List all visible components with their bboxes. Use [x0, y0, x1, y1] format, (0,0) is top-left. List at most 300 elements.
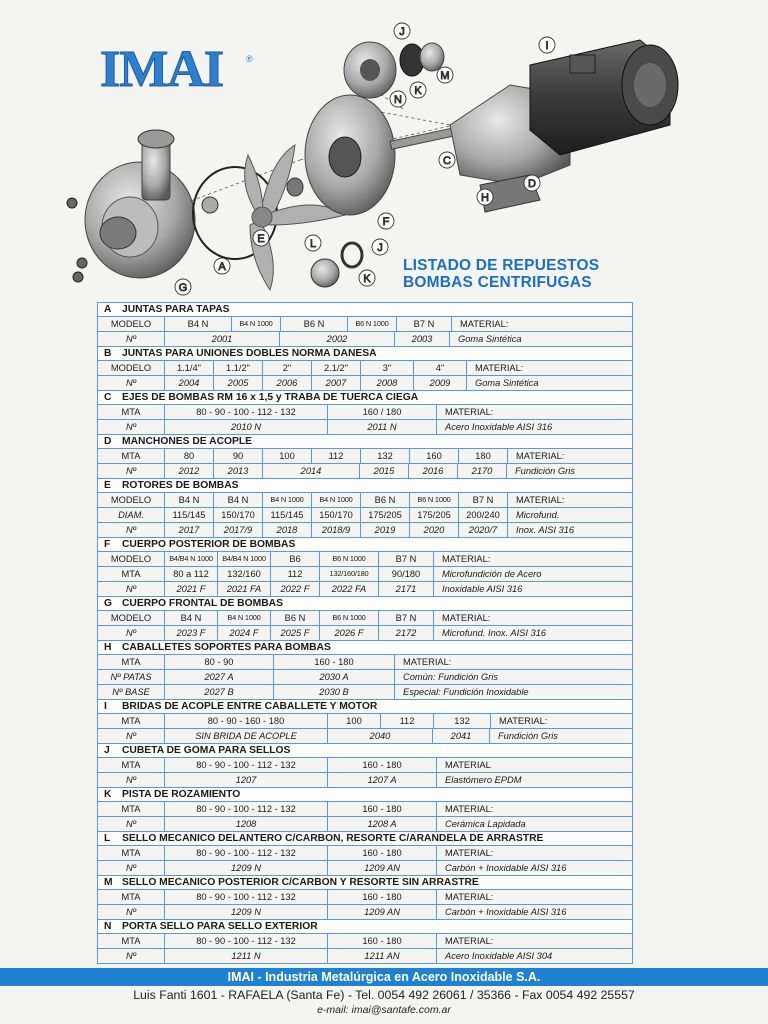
table-cell: 2172 — [379, 626, 434, 640]
section-title: PORTA SELLO PARA SELLO EXTERIOR — [122, 921, 318, 932]
section-header — [98, 744, 632, 758]
section-header — [98, 641, 632, 655]
callout-n — [390, 91, 406, 107]
section-letter: B — [104, 348, 112, 359]
table-cell: Microfundición de Acero — [442, 569, 542, 579]
section-title: MANCHONES DE ACOPLE — [122, 436, 253, 447]
table-cell: 90 — [214, 449, 263, 463]
table-cell: B4/B4 N 1000 — [165, 552, 218, 566]
table-cell: 115/145 — [263, 508, 312, 522]
table-row — [98, 582, 632, 596]
table-cell: B6 N 1000 — [320, 611, 379, 625]
table-cell: 160 - 180 — [328, 758, 437, 772]
table-cell: B6 N — [271, 611, 320, 625]
section-title: BRIDAS DE ACOPLE ENTRE CABALLETE Y MOTOR — [122, 701, 378, 712]
section-title: EJES DE BOMBAS RM 16 x 1,5 y TRABA DE TUERCA CIEGA — [122, 392, 419, 403]
table-cell: 1207 — [165, 773, 328, 787]
table-row — [98, 949, 632, 963]
table-row — [98, 317, 632, 332]
table-cell: B7 N — [379, 552, 434, 566]
table-cell: 2018/9 — [312, 523, 361, 537]
table-cell: 175/205 — [361, 508, 410, 522]
callout-m — [437, 67, 453, 83]
table-row — [98, 714, 632, 729]
table-cell: 2018 — [263, 523, 312, 537]
section-letter: I — [104, 701, 107, 712]
callout-e — [253, 230, 269, 246]
section-m — [97, 875, 633, 919]
table-row — [98, 420, 632, 434]
table-cell: 2009 — [414, 376, 467, 390]
table-cell: Carbón + Inoxidable AISI 316 — [445, 907, 567, 917]
table-cell: 150/170 — [214, 508, 263, 522]
section-letter: C — [104, 392, 112, 403]
table-cell: B7 N — [397, 317, 452, 331]
table-cell: Fundición Gris — [515, 466, 575, 476]
table-cell: MATERIAL: — [445, 936, 494, 946]
table-cell: B6 — [271, 552, 320, 566]
table-cell: 2017/9 — [214, 523, 263, 537]
table-cell: 4" — [414, 361, 467, 375]
row-label-cell: MTA — [98, 802, 165, 816]
svg-text:I: I — [545, 40, 549, 52]
table-cell: B7 N — [459, 493, 508, 507]
table-row — [98, 670, 632, 685]
svg-text:M: M — [440, 70, 450, 82]
section-k — [97, 787, 633, 831]
table-cell: Inoxidable AISI 316 — [442, 584, 523, 594]
svg-text:E: E — [257, 233, 265, 245]
table-cell: 1209 AN — [328, 861, 437, 875]
front-body-part — [85, 130, 195, 278]
table-row — [98, 685, 632, 699]
svg-text:K: K — [414, 85, 422, 97]
table-cell: B4 N 1000 — [263, 493, 312, 507]
table-cell: 2024 F — [218, 626, 271, 640]
table-cell: 2030 A — [274, 670, 395, 684]
callout-f — [378, 213, 394, 229]
section-letter: L — [104, 833, 111, 844]
table-row — [98, 905, 632, 919]
section-title: SELLO MECANICO DELANTERO C/CARBON, RESORTE C/ARANDELA DE ARRASTRE — [122, 833, 544, 844]
section-letter: N — [104, 921, 112, 932]
table-cell: 2013 — [214, 464, 263, 478]
table-row — [98, 846, 632, 861]
table-cell: B4 N 1000 — [232, 317, 281, 331]
company-name-bar: IMAI - Industria Metalúrgica en Acero Inoxidable S.A. — [0, 968, 768, 986]
table-cell: 112 — [381, 714, 434, 728]
table-cell: 100 — [328, 714, 381, 728]
table-cell: 80 - 90 - 100 - 112 - 132 — [165, 405, 328, 419]
table-cell: 160 - 180 — [328, 934, 437, 948]
table-cell: 80 - 90 - 100 - 112 - 132 — [165, 758, 328, 772]
section-letter: K — [104, 789, 112, 800]
section-g — [97, 596, 633, 640]
table-cell: 80 - 90 - 100 - 112 - 132 — [165, 890, 328, 904]
table-cell: B4 N 1000 — [218, 611, 271, 625]
table-cell: MATERIAL — [445, 760, 491, 770]
table-cell: MATERIAL: — [445, 407, 494, 417]
svg-text:A: A — [218, 261, 226, 273]
section-letter: D — [104, 436, 112, 447]
callout-i — [539, 37, 555, 53]
section-letter: J — [104, 745, 110, 756]
section-title: SELLO MECANICO POSTERIOR C/CARBON Y RESORTE SIN ARRASTRE — [122, 877, 479, 888]
table-cell: 2017 — [165, 523, 214, 537]
row-label-cell: MTA — [98, 934, 165, 948]
table-cell: 160 — [410, 449, 459, 463]
row-label-cell: Nº — [98, 949, 165, 963]
row-label-cell: Nº — [98, 464, 165, 478]
section-title: PISTA DE ROZAMIENTO — [122, 789, 241, 800]
table-cell: B4/B4 N 1000 — [218, 552, 271, 566]
table-cell: MATERIAL: — [445, 848, 494, 858]
table-cell: 1209 N — [165, 861, 328, 875]
table-cell: 80 a 112 — [165, 567, 218, 581]
table-cell: Cerámica Lapidada — [445, 819, 526, 829]
section-b — [97, 346, 633, 390]
table-cell: 2020 — [410, 523, 459, 537]
company-email: e-mail: imai@santafe.com.ar — [317, 1004, 451, 1016]
row-label-cell: Nº BASE — [98, 685, 165, 699]
svg-text:N: N — [394, 94, 402, 106]
section-e — [97, 478, 633, 537]
table-cell: 112 — [312, 449, 361, 463]
table-cell: 2020/7 — [459, 523, 508, 537]
table-cell: MATERIAL: — [403, 657, 452, 667]
row-label-cell: MTA — [98, 567, 165, 581]
table-cell: 2010 N — [165, 420, 328, 434]
table-cell: 2016 — [409, 464, 458, 478]
table-cell: MATERIAL: — [445, 804, 494, 814]
table-cell: 90/180 — [379, 567, 434, 581]
table-cell: B6 N 1000 — [410, 493, 459, 507]
table-row — [98, 626, 632, 640]
section-header — [98, 538, 632, 552]
table-cell: 2171 — [379, 582, 434, 596]
section-a — [97, 302, 633, 346]
table-cell: 2027 A — [165, 670, 274, 684]
table-cell: 2170 — [458, 464, 507, 478]
row-label-cell: MODELO — [98, 493, 165, 507]
table-cell: 1211 AN — [328, 949, 437, 963]
row-label-cell: Nº — [98, 376, 165, 390]
section-j — [97, 743, 633, 787]
table-cell: 2040 — [328, 729, 433, 743]
callout-g — [175, 279, 191, 295]
row-label-cell: Nº — [98, 582, 165, 596]
section-header — [98, 479, 632, 493]
table-cell: 160 - 180 — [274, 655, 395, 669]
table-row — [98, 773, 632, 787]
row-label-cell: MTA — [98, 714, 165, 728]
table-cell: 1.1/2" — [214, 361, 263, 375]
table-cell: B6 N 1000 — [320, 552, 379, 566]
table-cell: 115/145 — [165, 508, 214, 522]
row-label-cell: Nº — [98, 523, 165, 537]
section-title: CUERPO POSTERIOR DE BOMBAS — [122, 539, 296, 550]
table-cell: B6 N — [281, 317, 348, 331]
section-i — [97, 699, 633, 743]
table-cell: Acero Inoxidable AISI 316 — [445, 422, 553, 432]
table-cell: MATERIAL: — [516, 495, 565, 505]
table-cell: Elastómero EPDM — [445, 775, 522, 785]
table-row — [98, 758, 632, 773]
table-cell: 1209 N — [165, 905, 328, 919]
section-letter: H — [104, 642, 112, 653]
table-row — [98, 523, 632, 537]
table-cell: 2014 — [263, 464, 360, 478]
table-cell: 160 - 180 — [328, 846, 437, 860]
section-title: JUNTAS PARA TAPAS — [122, 304, 230, 315]
table-cell: 80 — [165, 449, 214, 463]
callout-j-bottom — [372, 239, 388, 255]
table-cell: 1207 A — [328, 773, 437, 787]
table-cell: 2041 — [433, 729, 490, 743]
callout-k-top — [410, 82, 426, 98]
callout-c — [439, 152, 455, 168]
table-cell: 2.1/2" — [312, 361, 361, 375]
table-cell: 132/160 — [218, 567, 271, 581]
row-label-cell: MTA — [98, 846, 165, 860]
callout-a — [214, 258, 230, 274]
table-row — [98, 611, 632, 626]
table-cell: 80 - 90 - 100 - 112 - 132 — [165, 934, 328, 948]
table-cell: 1211 N — [165, 949, 328, 963]
table-cell: 150/170 — [312, 508, 361, 522]
svg-text:D: D — [528, 178, 536, 190]
table-cell: 200/240 — [459, 508, 508, 522]
row-label-cell: Nº — [98, 332, 165, 346]
svg-text:H: H — [481, 192, 489, 204]
table-cell: 2030 B — [274, 685, 395, 699]
table-cell: 112 — [271, 567, 320, 581]
section-header — [98, 920, 632, 934]
row-label-cell: Nº — [98, 817, 165, 831]
table-cell: MATERIAL: — [516, 451, 565, 461]
section-header — [98, 788, 632, 802]
table-row — [98, 817, 632, 831]
row-label-cell: MODELO — [98, 611, 165, 625]
table-row — [98, 802, 632, 817]
table-cell: 2021 F — [165, 582, 218, 596]
section-header — [98, 435, 632, 449]
back-body-part — [305, 95, 395, 215]
row-label-cell: MTA — [98, 758, 165, 772]
table-cell: MATERIAL: — [460, 319, 509, 329]
table-row — [98, 464, 632, 478]
table-cell: MATERIAL: — [445, 892, 494, 902]
table-cell: Goma Sintética — [458, 334, 522, 344]
table-cell: 1208 — [165, 817, 328, 831]
bolts — [67, 198, 87, 282]
section-f — [97, 537, 633, 596]
table-cell: 160 - 180 — [328, 890, 437, 904]
callout-l — [305, 235, 321, 251]
callout-k-bottom — [359, 270, 375, 286]
table-cell: B4 N — [165, 611, 218, 625]
company-address: Luis Fanti 1601 - RAFAELA (Santa Fe) - Tel. 0054 492 26061 / 35366 - Fax 0054 492 25557 — [133, 988, 635, 1002]
svg-text:L: L — [309, 238, 317, 250]
table-cell: 132 — [434, 714, 491, 728]
table-row — [98, 405, 632, 420]
table-cell: B4 N — [214, 493, 263, 507]
table-cell: MATERIAL: — [475, 363, 524, 373]
section-header — [98, 597, 632, 611]
table-cell: B4 N 1000 — [312, 493, 361, 507]
table-row — [98, 890, 632, 905]
section-header — [98, 832, 632, 846]
table-cell: 2023 F — [165, 626, 218, 640]
table-cell: 2012 — [165, 464, 214, 478]
table-cell: 180 — [459, 449, 508, 463]
table-cell: 2015 — [360, 464, 409, 478]
section-title: CUBETA DE GOMA PARA SELLOS — [122, 745, 291, 756]
section-l — [97, 831, 633, 875]
table-cell: Acero Inoxidable AISI 304 — [445, 951, 553, 961]
table-cell: Goma Sintética — [475, 378, 539, 388]
table-cell: B4 N — [165, 317, 232, 331]
table-cell: B6 N — [361, 493, 410, 507]
table-cell: B4 N — [165, 493, 214, 507]
table-cell: 80 - 90 — [165, 655, 274, 669]
table-cell: 1208 A — [328, 817, 437, 831]
section-letter: G — [104, 598, 113, 609]
section-letter: M — [104, 877, 113, 888]
table-row — [98, 493, 632, 508]
table-row — [98, 508, 632, 523]
table-row — [98, 361, 632, 376]
table-cell: 100 — [263, 449, 312, 463]
rear-seal-parts — [344, 42, 444, 98]
row-label-cell: MODELO — [98, 317, 165, 331]
table-cell: 175/205 — [410, 508, 459, 522]
svg-text:F: F — [382, 216, 390, 228]
row-label-cell: MTA — [98, 655, 165, 669]
table-row — [98, 729, 632, 743]
svg-text:G: G — [178, 282, 188, 294]
row-label-cell: Nº — [98, 861, 165, 875]
table-cell: Microfund. — [516, 510, 560, 520]
table-row — [98, 934, 632, 949]
row-label-cell: Nº — [98, 420, 165, 434]
table-cell: 2019 — [361, 523, 410, 537]
svg-text:K: K — [363, 273, 371, 285]
section-title: CUERPO FRONTAL DE BOMBAS — [122, 598, 283, 609]
table-cell: 2025 F — [271, 626, 320, 640]
title-line-1: LISTADO DE REPUESTOS — [403, 257, 600, 274]
table-row — [98, 376, 632, 390]
table-cell: 132/160/180 — [320, 567, 379, 581]
row-label-cell: MODELO — [98, 361, 165, 375]
section-header — [98, 391, 632, 405]
row-label-cell: Nº — [98, 626, 165, 640]
table-cell: 2006 — [263, 376, 312, 390]
table-cell: 2022 FA — [320, 582, 379, 596]
table-cell: 2001 — [165, 332, 280, 346]
table-cell: MATERIAL: — [442, 554, 491, 564]
table-cell: 2003 — [395, 332, 450, 346]
table-cell: 2008 — [361, 376, 414, 390]
section-h — [97, 640, 633, 699]
table-cell: 160 / 180 — [328, 405, 437, 419]
row-label-cell: MTA — [98, 449, 165, 463]
table-cell: Especial: Fundición Inoxidable — [403, 687, 529, 697]
table-cell: 2026 F — [320, 626, 379, 640]
table-row — [98, 449, 632, 464]
section-header — [98, 700, 632, 714]
table-row — [98, 552, 632, 567]
parts-list-title — [403, 257, 599, 291]
table-cell: 2005 — [214, 376, 263, 390]
svg-text:J: J — [377, 242, 383, 254]
table-cell: 80 - 90 - 100 - 112 - 132 — [165, 802, 328, 816]
section-letter: F — [104, 539, 111, 550]
svg-text:C: C — [443, 155, 451, 167]
callout-j-top — [394, 23, 410, 39]
section-header — [98, 876, 632, 890]
row-label-cell: Nº — [98, 905, 165, 919]
table-cell: B6 N 1000 — [348, 317, 397, 331]
registered-mark: ® — [246, 54, 253, 64]
title-line-2: BOMBAS CENTRIFUGAS — [403, 274, 592, 291]
row-label-cell: Nº — [98, 773, 165, 787]
table-cell: Carbón + Inoxidable AISI 316 — [445, 863, 567, 873]
table-cell: MATERIAL: — [442, 613, 491, 623]
row-label-cell: MTA — [98, 405, 165, 419]
section-title: ROTORES DE BOMBAS — [122, 480, 239, 491]
section-title: CABALLETES SOPORTES PARA BOMBAS — [122, 642, 331, 653]
table-row — [98, 861, 632, 875]
table-cell: 2011 N — [328, 420, 437, 434]
table-cell: 2004 — [165, 376, 214, 390]
row-label-cell: Nº PATAS — [98, 670, 165, 684]
table-cell: 2022 F — [271, 582, 320, 596]
row-label-cell: Nº — [98, 729, 165, 743]
table-cell: 3" — [361, 361, 414, 375]
table-row — [98, 332, 632, 346]
table-cell: MATERIAL: — [499, 716, 548, 726]
table-cell: Microfund. Inox. AISI 316 — [442, 628, 547, 638]
section-header — [98, 347, 632, 361]
svg-text:J: J — [399, 26, 405, 38]
section-n — [97, 919, 633, 964]
table-cell: 2" — [263, 361, 312, 375]
row-label-cell: MTA — [98, 890, 165, 904]
table-cell: 80 - 90 - 100 - 112 - 132 — [165, 846, 328, 860]
table-cell: SIN BRIDA DE ACOPLE — [165, 729, 328, 743]
table-cell: 132 — [361, 449, 410, 463]
table-cell: Inox. AISI 316 — [516, 525, 575, 535]
table-cell: 2007 — [312, 376, 361, 390]
section-d — [97, 434, 633, 478]
table-cell: 80 - 90 - 160 - 180 — [165, 714, 328, 728]
table-row — [98, 567, 632, 582]
table-cell: Fundición Gris — [498, 731, 558, 741]
callout-h — [477, 189, 493, 205]
section-letter: A — [104, 304, 112, 315]
row-label-cell: MODELO — [98, 552, 165, 566]
section-title: JUNTAS PARA UNIONES DOBLES NORMA DANESA — [122, 348, 377, 359]
table-cell: 2021 FA — [218, 582, 271, 596]
table-cell: 1209 AN — [328, 905, 437, 919]
table-cell: 1.1/4" — [165, 361, 214, 375]
table-row — [98, 655, 632, 670]
table-cell: 2027 B — [165, 685, 274, 699]
table-cell: 2002 — [280, 332, 395, 346]
section-c — [97, 390, 633, 434]
table-cell: B7 N — [379, 611, 434, 625]
